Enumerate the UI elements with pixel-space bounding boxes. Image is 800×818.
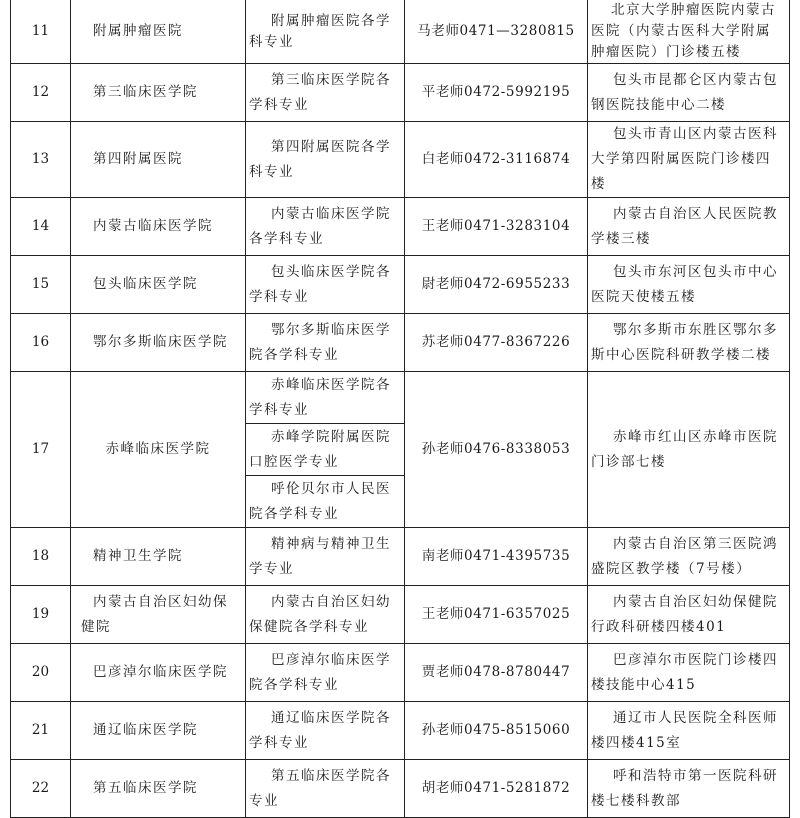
major-cell: 内蒙古自治区妇幼保健院各学科专业: [246, 586, 405, 644]
major-cell: 赤峰学院附属医院口腔医学专业: [246, 424, 405, 476]
table-row: [11, 122, 790, 198]
major-cell: 精神病与精神卫生学专业: [246, 528, 405, 586]
row-number: 16: [11, 314, 71, 372]
contact-cell: 贾老师0478-8780447: [405, 644, 588, 702]
address-cell: 巴彦淖尔市医院门诊楼四楼技能中心415: [588, 644, 790, 702]
row-number: 18: [11, 528, 71, 586]
contact-cell: 白老师0472-3116874: [405, 122, 588, 198]
table-row: [11, 372, 790, 424]
table-row: [11, 314, 790, 372]
institution-name: 内蒙古自治区妇幼保健院: [71, 586, 246, 644]
contact-cell: 孙老师0475-8515060: [405, 702, 588, 760]
major-cell: 赤峰临床医学院各学科专业: [246, 372, 405, 424]
major-cell: 包头临床医学院各学科专业: [246, 256, 405, 314]
contact-cell: 苏老师0477-8367226: [405, 314, 588, 372]
contact-cell: 尉老师0472-6955233: [405, 256, 588, 314]
major-cell: 附属肿瘤医院各学科专业: [246, 0, 405, 64]
contact-cell: 王老师0471-6357025: [405, 586, 588, 644]
institution-name: 巴彦淖尔临床医学院: [71, 644, 246, 702]
row-number: 22: [11, 760, 71, 818]
table-row: [11, 256, 790, 314]
table-row: [11, 586, 790, 644]
address-cell: 鄂尔多斯市东胜区鄂尔多斯中心医院科研教学楼二楼: [588, 314, 790, 372]
address-cell: 内蒙古自治区第三医院鸿盛院区教学楼（7号楼）: [588, 528, 790, 586]
contact-cell: 王老师0471-3283104: [405, 198, 588, 256]
institution-name: 精神卫生学院: [71, 528, 246, 586]
row-number: 21: [11, 702, 71, 760]
table-row: [11, 702, 790, 760]
table-row: [11, 64, 790, 122]
address-cell: 通辽市人民医院全科医师楼四楼415室: [588, 702, 790, 760]
address-cell: 包头市东河区包头市中心医院天使楼五楼: [588, 256, 790, 314]
table-row: [11, 0, 790, 64]
institution-name: 通辽临床医学院: [71, 702, 246, 760]
table-row: [11, 198, 790, 256]
address-cell: 呼和浩特市第一医院科研楼七楼科教部: [588, 760, 790, 818]
institution-name: 第三临床医学院: [71, 64, 246, 122]
major-cell: 鄂尔多斯临床医学院各学科专业: [246, 314, 405, 372]
major-cell: 第五临床医学院各专业: [246, 760, 405, 818]
contact-cell: 胡老师0471-5281872: [405, 760, 588, 818]
institution-name: 内蒙古临床医学院: [71, 198, 246, 256]
institution-name: 包头临床医学院: [71, 256, 246, 314]
address-cell: 赤峰市红山区赤峰市医院门诊部七楼: [588, 372, 790, 528]
training-sites-table: [10, 0, 790, 818]
institution-name: 第五临床医学院: [71, 760, 246, 818]
contact-cell: 孙老师0476-8338053: [405, 372, 588, 528]
row-number: 20: [11, 644, 71, 702]
address-cell: 内蒙古自治区妇幼保健院行政科研楼四楼401: [588, 586, 790, 644]
major-cell: 巴彦淖尔临床医学院各学科专业: [246, 644, 405, 702]
row-number: 19: [11, 586, 71, 644]
major-cell: 通辽临床医学院各学科专业: [246, 702, 405, 760]
major-cell: 呼伦贝尔市人民医院各学科专业: [246, 476, 405, 528]
row-number: 15: [11, 256, 71, 314]
institution-name: 第四附属医院: [71, 122, 246, 198]
address-cell: 包头市青山区内蒙古医科大学第四附属医院门诊楼四楼: [588, 122, 790, 198]
institution-name: 鄂尔多斯临床医学院: [71, 314, 246, 372]
row-number: 11: [11, 0, 71, 64]
address-cell: 内蒙古自治区人民医院教学楼三楼: [588, 198, 790, 256]
table-row: [11, 760, 790, 818]
row-number: 12: [11, 64, 71, 122]
address-cell: 包头市昆都仑区内蒙古包钢医院技能中心二楼: [588, 64, 790, 122]
major-cell: 内蒙古临床医学院各学科专业: [246, 198, 405, 256]
institution-name: 赤峰临床医学院: [71, 372, 246, 528]
row-number: 13: [11, 122, 71, 198]
major-cell: 第三临床医学院各学科专业: [246, 64, 405, 122]
contact-cell: 马老师0471—3280815: [405, 0, 588, 64]
row-number: 17: [11, 372, 71, 528]
table-row: [11, 528, 790, 586]
institution-name: 附属肿瘤医院: [71, 0, 246, 64]
table-row: [11, 644, 790, 702]
major-cell: 第四附属医院各学科专业: [246, 122, 405, 198]
contact-cell: 南老师0471-4395735: [405, 528, 588, 586]
row-number: 14: [11, 198, 71, 256]
address-cell: 北京大学肿瘤医院内蒙古医院（内蒙古医科大学附属肿瘤医院）门诊楼五楼: [588, 0, 790, 64]
contact-cell: 平老师0472-5992195: [405, 64, 588, 122]
